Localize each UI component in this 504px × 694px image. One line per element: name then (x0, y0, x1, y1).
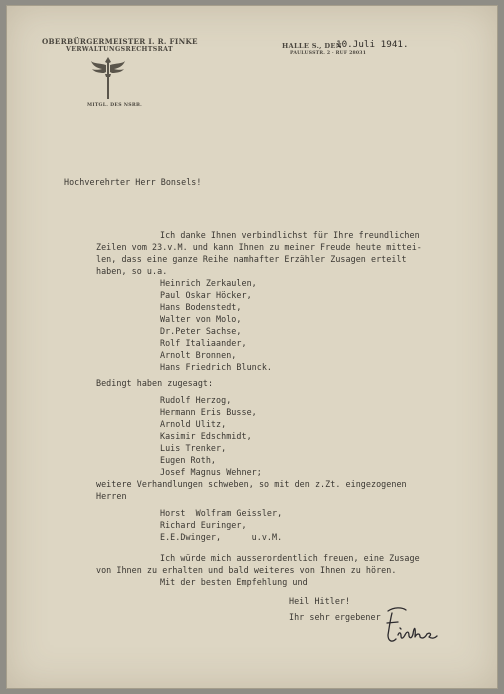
letterhead-name: OBERBÜRGERMEISTER I. R. FINKE (42, 37, 198, 46)
intro-line: Ich danke Ihnen verbindlichst für Ihre freundlichen (160, 230, 420, 240)
author-name: Kasimir Edschmidt, (160, 431, 252, 441)
closing-line: Ich würde mich ausserordentlich freuen, eine Zusage (160, 553, 420, 563)
handwritten-signature (384, 605, 440, 649)
author-name: Rudolf Herzog, (160, 395, 232, 405)
author-name: Arnolt Bronnen, (160, 350, 237, 360)
letterhead-city: HALLE S., DEN (282, 42, 343, 50)
author-name: Rolf Italiaander, (160, 338, 247, 348)
author-name: Eugen Roth, (160, 455, 217, 465)
letterhead-membership: MITGL. DES NSRB. (87, 103, 143, 108)
author-name: Hans Friedrich Blunck. (160, 362, 273, 372)
sign-off: Ihr sehr ergebener (289, 612, 381, 622)
regards-line: Mit der besten Empfehlung und (160, 577, 308, 587)
letterhead-street: PAULUSSTR. 2 · RUF 28031 (290, 51, 367, 56)
negotiations-line: Herren (96, 491, 127, 501)
conditional-heading: Bedingt haben zugesagt: (96, 378, 214, 388)
intro-line: Zeilen vom 23.v.M. und kann Ihnen zu meiner Freude heute mittei- (96, 242, 422, 252)
intro-line: haben, so u.a. (96, 266, 168, 276)
author-name: Arnold Ulitz, (160, 419, 227, 429)
author-name: Luis Trenker, (160, 443, 227, 453)
letterhead-title: VERWALTUNGSRECHTSRAT (66, 46, 174, 53)
salutation: Hochverehrter Herr Bonsels! (64, 177, 202, 187)
negotiations-line: weitere Verhandlungen schweben, so mit den z.Zt. eingezogenen (96, 479, 407, 489)
intro-line: len, dass eine ganze Reihe namhafter Erzähler Zusagen erteilt (96, 254, 407, 264)
author-name: Heinrich Zerkaulen, (160, 278, 257, 288)
eagle-emblem-icon (90, 55, 126, 100)
author-name: Richard Euringer, (160, 520, 247, 530)
author-name: Paul Oskar Höcker, (160, 290, 252, 300)
author-name: Walter von Molo, (160, 314, 242, 324)
author-name: Dr.Peter Sachse, (160, 326, 242, 336)
letter-date: 10.Juli 1941. (336, 39, 409, 50)
author-name: Josef Magnus Wehner; (160, 467, 262, 477)
closing-line: von Ihnen zu erhalten und bald weiteres von Ihnen zu hören. (96, 565, 397, 575)
author-name: Horst Wolfram Geissler, (160, 508, 283, 518)
author-name: Hans Bodenstedt, (160, 302, 242, 312)
author-name: Hermann Eris Busse, (160, 407, 257, 417)
greeting: Heil Hitler! (289, 596, 351, 606)
author-name: E.E.Dwinger, u.v.M. (160, 532, 283, 542)
